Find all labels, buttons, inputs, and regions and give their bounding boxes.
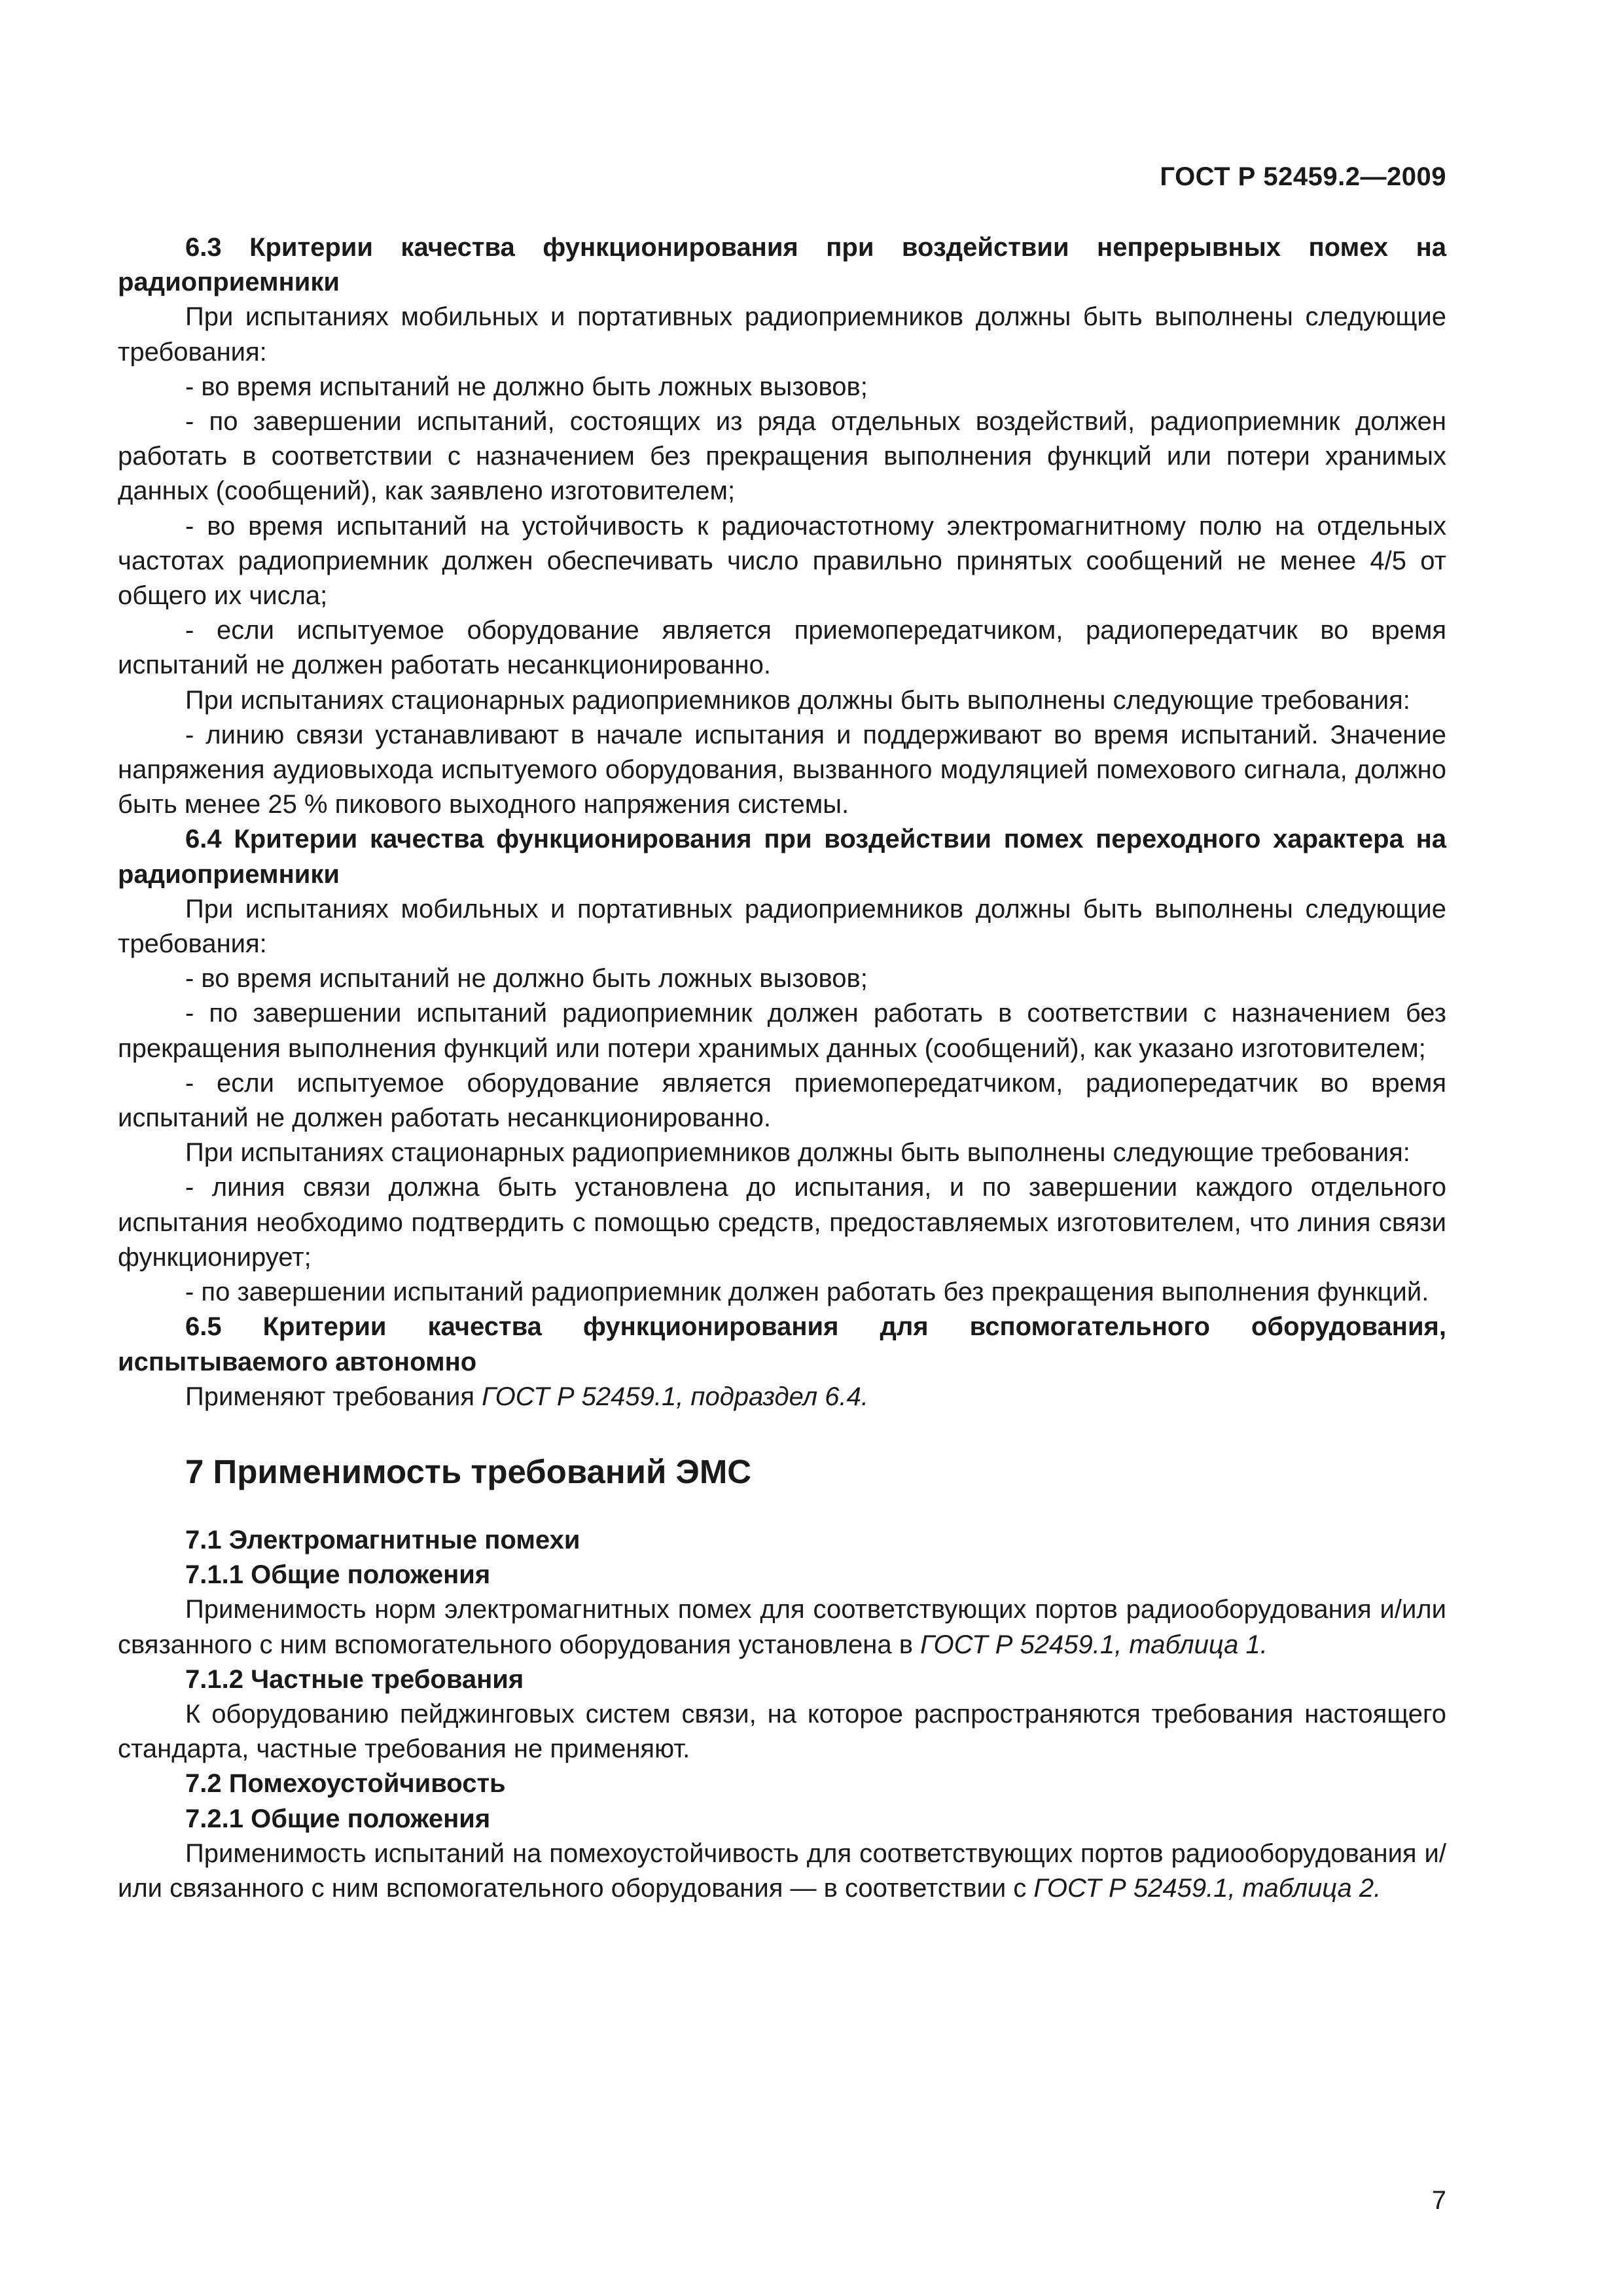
section-6-3-paragraph — [118, 230, 1446, 300]
section-7-1-title: 7.1 Электромагнитные помехи — [185, 1525, 580, 1554]
section-7-1-1-title: 7.1.1 Общие положения — [185, 1560, 491, 1590]
section-6-5-paragraph — [118, 1310, 1446, 1379]
section-6-3-item-3: - во время испытаний на устойчивость к радиочастотному электромагнитному полю на отдельных частотах радиоприемник должен обеспечивать число правильно принятых сообщений не менее 4/5 от общего их числа; — [118, 511, 1446, 611]
section-6-3-intro-mobile: При испытаниях мобильных и портативных радиоприемников должны быть выполнены следующие требования: — [118, 302, 1446, 367]
section-7-2-1-text — [118, 1837, 1446, 1906]
section-7-2-1-reference: ГОСТ Р 52459.1, таблица 2. — [1033, 1873, 1382, 1903]
section-6-4-item-3: - если испытуемое оборудование является приемопередатчиком, радиопередатчик во время испытаний не должен работать несанкционированно. — [118, 1068, 1446, 1133]
section-6-4-item-5: - по завершении испытаний радиоприемник должен работать без прекращения выполнения функций. — [185, 1278, 1429, 1307]
section-7-1-2-text: К оборудованию пейджинговых систем связи, на которое распространяются требования настоящего стандарта, частные требования не применяют. — [118, 1699, 1446, 1764]
section-7-2-1-title: 7.2.1 Общие положения — [185, 1804, 491, 1833]
section-7-1-1-text — [118, 1592, 1446, 1662]
section-6-3-title: 6.3 Критерии качества функционирования при воздействии непрерывных помех на радиоприемники — [118, 233, 1446, 297]
section-6-5-title: 6.5 Критерии качества функционирования для вспомогательного оборудования, испытываемого автономно — [118, 1312, 1446, 1376]
section-6-3-item-1: - во время испытаний не должно быть ложных вызовов; — [185, 372, 868, 401]
section-6-4-item-2: - по завершении испытаний радиоприемник должен работать в соответствии с назначением без прекращения выполнения функций или потери хранимых данных (сообщений), как указано изготовителем; — [118, 999, 1446, 1063]
section-6-3-intro-stationary: При испытаниях стационарных радиоприемников должны быть выполнены следующие требования: — [185, 685, 1410, 715]
section-6-4-intro-mobile: При испытаниях мобильных и портативных радиоприемников должны быть выполнены следующие требования: — [118, 894, 1446, 959]
section-6-4-item-4: - линия связи должна быть установлена до испытания, и по завершении каждого отдельного испытания необходимо подтвердить с помощью средств, предоставляемых изготовителем, что линия связи функционирует; — [118, 1173, 1446, 1272]
section-6-4-title: 6.4 Критерии качества функционирования при воздействии помех переходного характера на радиоприемники — [118, 825, 1446, 889]
chapter-7-title: 7 Применимость требований ЭМС — [185, 1452, 752, 1490]
section-6-3-item-2: - по завершении испытаний, состоящих из ряда отдельных воздействий, радиоприемник должен работать в соответствии с назначением без прекращения выполнения функций или потери хранимых данных (сообщений), как заявлено изготовителем; — [118, 407, 1446, 506]
section-6-3-item-5: - линию связи устанавливают в начале испытания и поддерживают во время испытаний. Значение напряжения аудиовыхода испытуемого оборудования, вызванного модуляцией помехового сигнала, должно быть менее 25 % пикового выходного напряжения системы. — [118, 720, 1446, 819]
section-6-5-reference: ГОСТ Р 52459.1, подраздел 6.4. — [482, 1382, 868, 1411]
document-code-header: ГОСТ Р 52459.2—2009 — [1160, 162, 1446, 191]
section-7-2-1-text-prefix: Применимость испытаний на помехоустойчивость для соответствующих портов радиооборудования и/или связанного с ним вспомогательного оборудования — в соответствии с — [118, 1839, 1446, 1903]
section-7-1-2-title: 7.1.2 Частные требования — [185, 1664, 524, 1694]
section-6-4-item-1: - во время испытаний не должно быть ложных вызовов; — [185, 964, 868, 994]
page-number: 7 — [1431, 2186, 1446, 2215]
section-7-1-1-text-prefix: Применимость норм электромагнитных помех для соответствующих портов радиооборудования и/или связанного с ним вспомогательного оборудования установлена в — [118, 1595, 1446, 1659]
section-6-5-text-prefix: Применяют требования — [185, 1382, 482, 1411]
section-6-4-intro-stationary: При испытаниях стационарных радиоприемников должны быть выполнены следующие требования: — [185, 1138, 1410, 1168]
section-7-2-title: 7.2 Помехоустойчивость — [185, 1769, 506, 1799]
section-7-1-1-reference: ГОСТ Р 52459.1, таблица 1. — [920, 1630, 1268, 1659]
section-6-5-text — [118, 1380, 1446, 1414]
section-6-3-item-4: - если испытуемое оборудование является приемопередатчиком, радиопередатчик во время испытаний не должен работать несанкционированно. — [118, 616, 1446, 680]
section-6-4-paragraph — [118, 822, 1446, 891]
document-body — [118, 230, 1446, 1906]
